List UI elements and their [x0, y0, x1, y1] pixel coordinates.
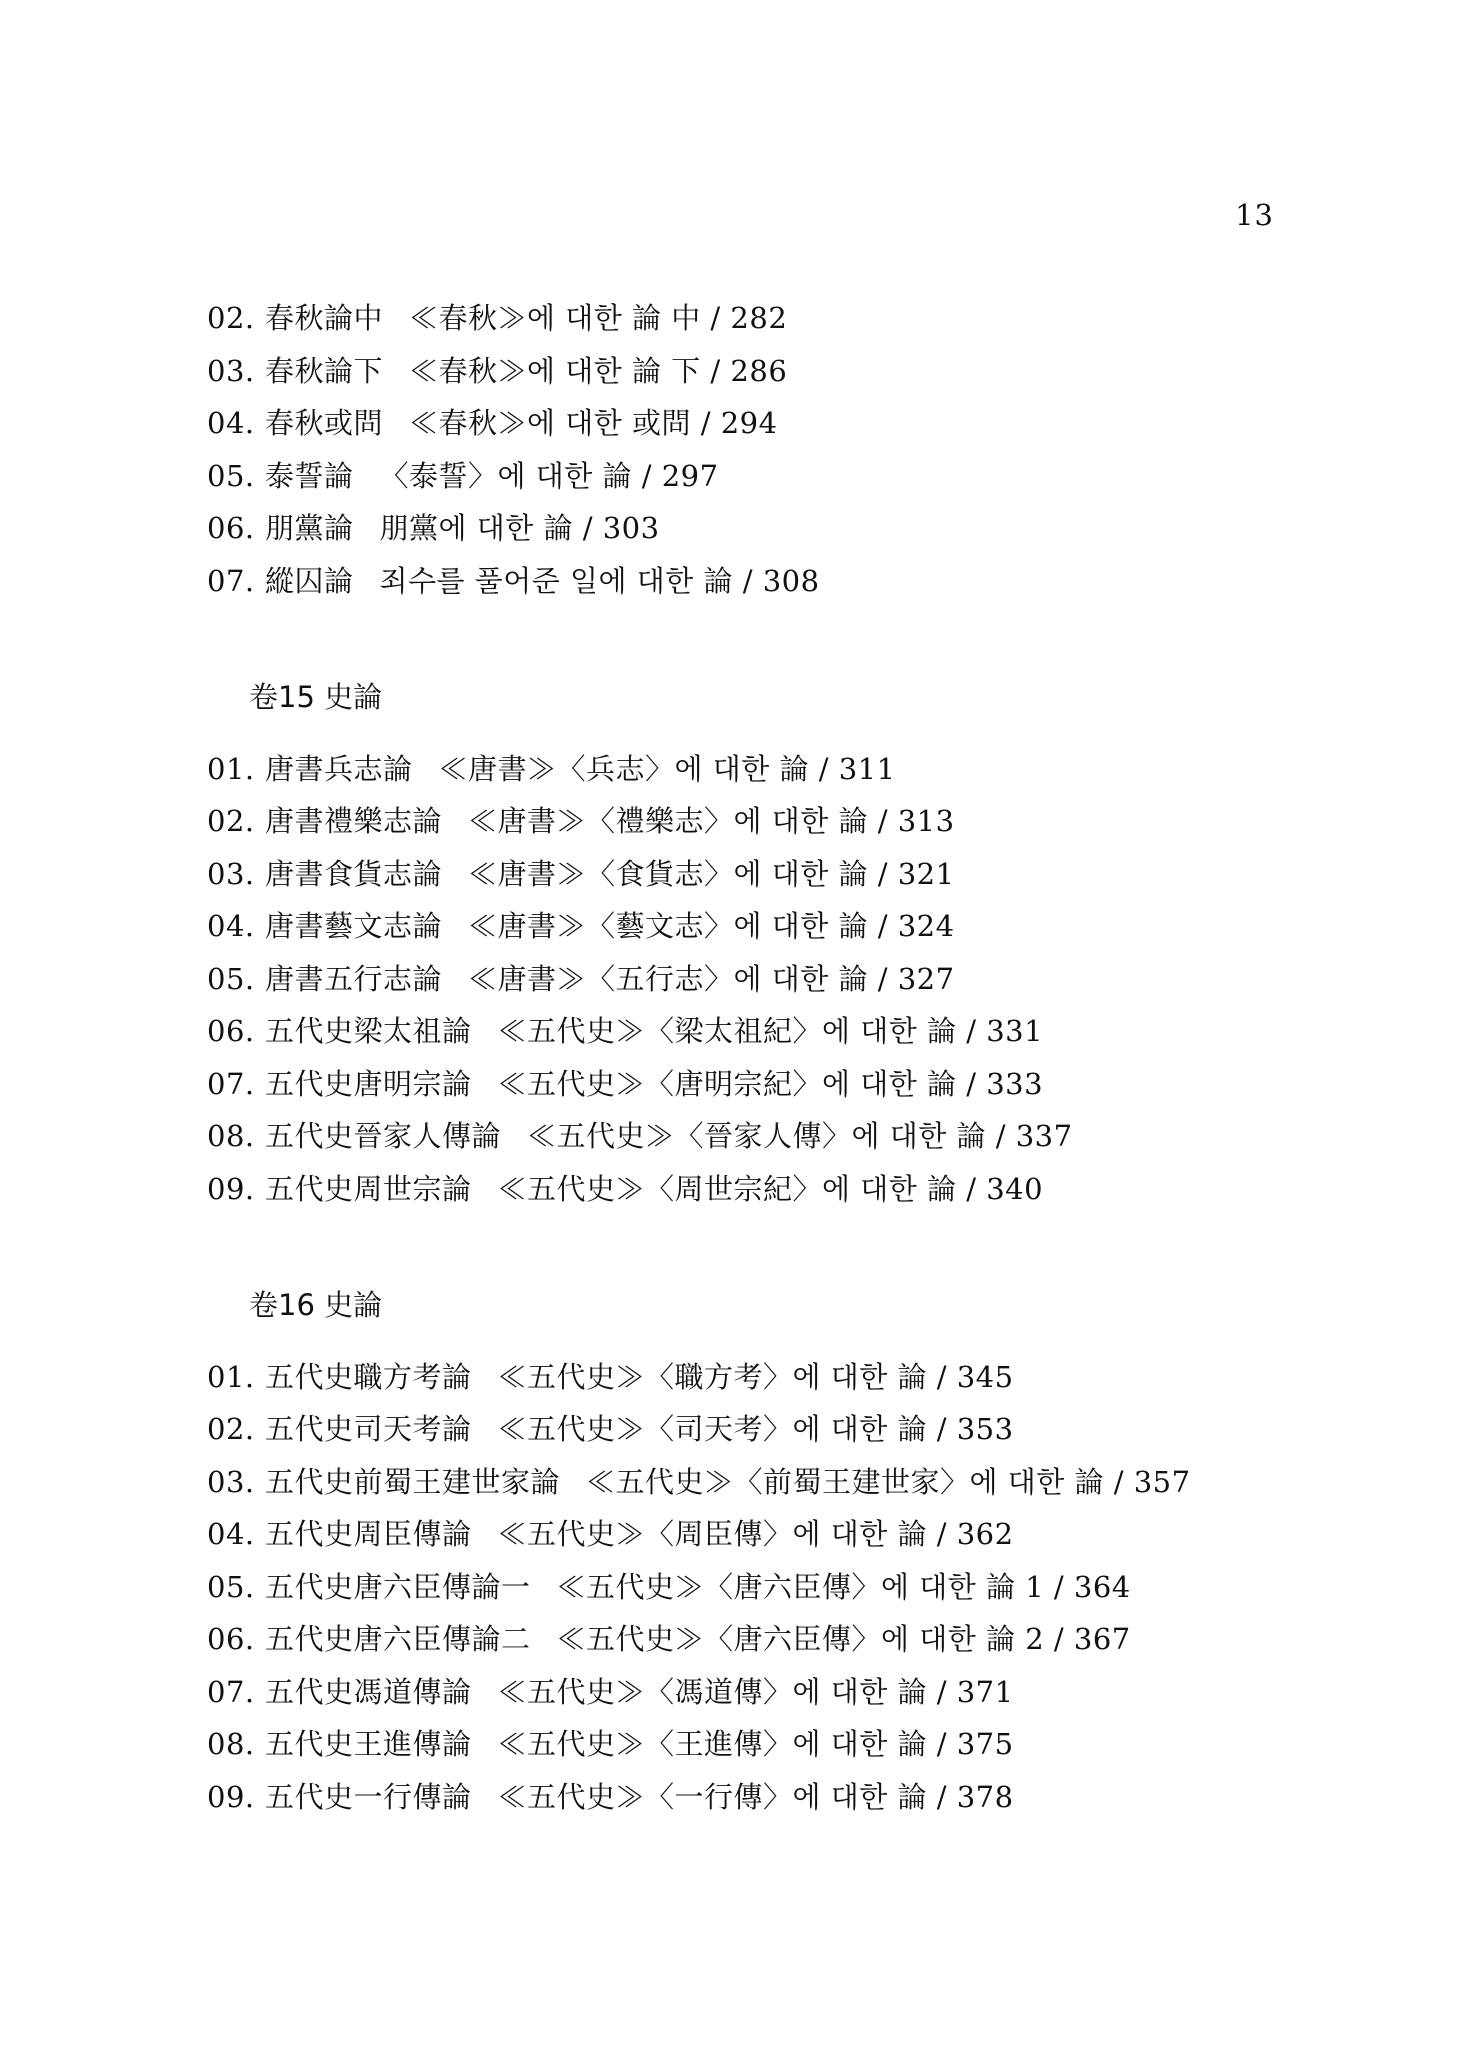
entry-number: 06.: [207, 1014, 255, 1048]
entry-description: ≪五代史≫〈周世宗紀〉에 대한 論 / 340: [497, 1171, 1044, 1206]
entry-description: ≪唐書≫〈食貨志〉에 대한 論 / 321: [468, 856, 955, 891]
entry-title: 五代史唐明宗論: [265, 1066, 472, 1101]
toc-entry: [207, 292, 1327, 345]
toc-entry: [207, 1771, 1327, 1824]
entry-description: ≪春秋≫에 대한 或問 / 294: [409, 406, 778, 440]
entry-title: 五代史王進傳論: [265, 1727, 472, 1761]
entry-title: 五代史馮道傳論: [265, 1674, 472, 1709]
toc-entry: [207, 795, 1327, 848]
entry-number: 08.: [207, 1727, 255, 1761]
page-number: 13: [1235, 198, 1274, 232]
toc-entry: [207, 1351, 1327, 1404]
entry-description: ≪五代史≫〈周臣傳〉에 대한 論 / 362: [497, 1517, 1014, 1551]
entry-number: 04.: [207, 406, 255, 440]
toc-entry: [207, 743, 1327, 796]
table-of-contents: [207, 292, 1327, 1823]
entry-number: 03.: [207, 1464, 255, 1499]
entry-title: 五代史職方考論: [265, 1359, 472, 1394]
entry-number: 05.: [207, 961, 255, 996]
toc-entry: [207, 1561, 1327, 1614]
entry-title: 五代史周臣傳論: [265, 1517, 472, 1551]
entry-description: ≪五代史≫〈唐明宗紀〉에 대한 論 / 333: [497, 1066, 1044, 1101]
entry-description: ≪五代史≫〈一行傳〉에 대한 論 / 378: [497, 1779, 1014, 1814]
entry-description: ≪春秋≫에 대한 論 中 / 282: [409, 301, 788, 335]
entry-number: 04.: [207, 909, 255, 943]
entry-number: 07.: [207, 563, 255, 598]
entry-title: 唐書食貨志論: [265, 856, 443, 891]
toc-entry: [207, 953, 1327, 1006]
entry-title: 唐書五行志論: [265, 961, 443, 996]
entry-number: 08.: [207, 1119, 255, 1153]
entry-number: 05.: [207, 458, 255, 493]
toc-entry: [207, 1456, 1327, 1509]
entry-description: ≪五代史≫〈唐六臣傳〉에 대한 論 2 / 367: [556, 1622, 1131, 1656]
entry-title: 五代史前蜀王建世家論: [265, 1464, 561, 1499]
toc-entry: [207, 397, 1327, 450]
entry-number: 09.: [207, 1779, 255, 1814]
entry-number: 04.: [207, 1517, 255, 1551]
entry-number: 02.: [207, 301, 255, 335]
entry-number: 01.: [207, 751, 255, 786]
entry-description: 죄수를 풀어준 일에 대한 論 / 308: [379, 563, 820, 598]
entry-description: ≪春秋≫에 대한 論 下 / 286: [409, 353, 788, 388]
toc-entry: [207, 450, 1327, 503]
entry-number: 07.: [207, 1066, 255, 1101]
toc-entry: [207, 1005, 1327, 1058]
entry-description: ≪唐書≫〈禮樂志〉에 대한 論 / 313: [468, 804, 955, 838]
entry-title: 唐書藝文志論: [265, 909, 443, 943]
entry-title: 春秋或問: [265, 406, 384, 440]
entry-description: ≪五代史≫〈梁太祖紀〉에 대한 論 / 331: [497, 1014, 1044, 1048]
entry-title: 唐書禮樂志論: [265, 804, 443, 838]
entry-number: 01.: [207, 1359, 255, 1394]
entry-description: ≪五代史≫〈王進傳〉에 대한 論 / 375: [497, 1727, 1014, 1761]
entry-description: ≪唐書≫〈五行志〉에 대한 論 / 327: [468, 961, 955, 996]
toc-entry: [207, 848, 1327, 901]
entry-description: ≪五代史≫〈唐六臣傳〉에 대한 論 1 / 364: [556, 1569, 1131, 1604]
entry-number: 09.: [207, 1171, 255, 1206]
entry-title: 五代史周世宗論: [265, 1171, 472, 1206]
entry-number: 02.: [207, 804, 255, 838]
entry-number: 06.: [207, 511, 255, 545]
section-heading-15: 卷15 史論: [249, 680, 383, 714]
toc-entry: [207, 1403, 1327, 1456]
entry-title: 五代史唐六臣傳論一: [265, 1569, 531, 1604]
toc-entry: [207, 1666, 1327, 1719]
toc-entry: [207, 1613, 1327, 1666]
toc-entry: [207, 1508, 1327, 1561]
entry-title: 五代史梁太祖論: [265, 1014, 472, 1048]
entry-number: 07.: [207, 1674, 255, 1709]
entry-description: ≪唐書≫〈兵志〉에 대한 論 / 311: [438, 751, 896, 786]
entry-description: ≪唐書≫〈藝文志〉에 대한 論 / 324: [468, 909, 955, 943]
entry-title: 五代史唐六臣傳論二: [265, 1622, 531, 1656]
toc-entry: [207, 345, 1327, 398]
entry-description: 〈泰誓〉에 대한 論 / 297: [379, 458, 719, 493]
toc-entry: [207, 1110, 1327, 1163]
toc-entry: [207, 900, 1327, 953]
entry-description: 朋黨에 대한 論 / 303: [379, 511, 660, 545]
entry-title: 唐書兵志論: [265, 751, 413, 786]
entry-title: 五代史司天考論: [265, 1412, 472, 1446]
toc-entry: [207, 1058, 1327, 1111]
entry-title: 五代史晉家人傳論: [265, 1119, 502, 1153]
entry-description: ≪五代史≫〈馮道傳〉에 대한 論 / 371: [497, 1674, 1014, 1709]
section-heading-16: 卷16 史論: [249, 1288, 383, 1322]
entry-number: 03.: [207, 856, 255, 891]
entry-title: 春秋論下: [265, 353, 384, 388]
toc-entry: [207, 555, 1327, 608]
entry-description: ≪五代史≫〈前蜀王建世家〉에 대한 論 / 357: [586, 1464, 1191, 1499]
entry-description: ≪五代史≫〈晉家人傳〉에 대한 論 / 337: [527, 1119, 1073, 1153]
entry-title: 泰誓論: [265, 458, 354, 493]
entry-title: 縱囚論: [265, 563, 354, 598]
entry-description: ≪五代史≫〈司天考〉에 대한 論 / 353: [497, 1412, 1014, 1446]
toc-entry: [207, 1163, 1327, 1216]
entry-title: 五代史一行傳論: [265, 1779, 472, 1814]
entry-description: ≪五代史≫〈職方考〉에 대한 論 / 345: [497, 1359, 1014, 1394]
entry-number: 06.: [207, 1622, 255, 1656]
entry-number: 03.: [207, 353, 255, 388]
entry-title: 朋黨論: [265, 511, 354, 545]
toc-entry: [207, 502, 1327, 555]
entry-number: 05.: [207, 1569, 255, 1604]
entry-number: 02.: [207, 1412, 255, 1446]
toc-entry: [207, 1718, 1327, 1771]
entry-title: 春秋論中: [265, 301, 384, 335]
